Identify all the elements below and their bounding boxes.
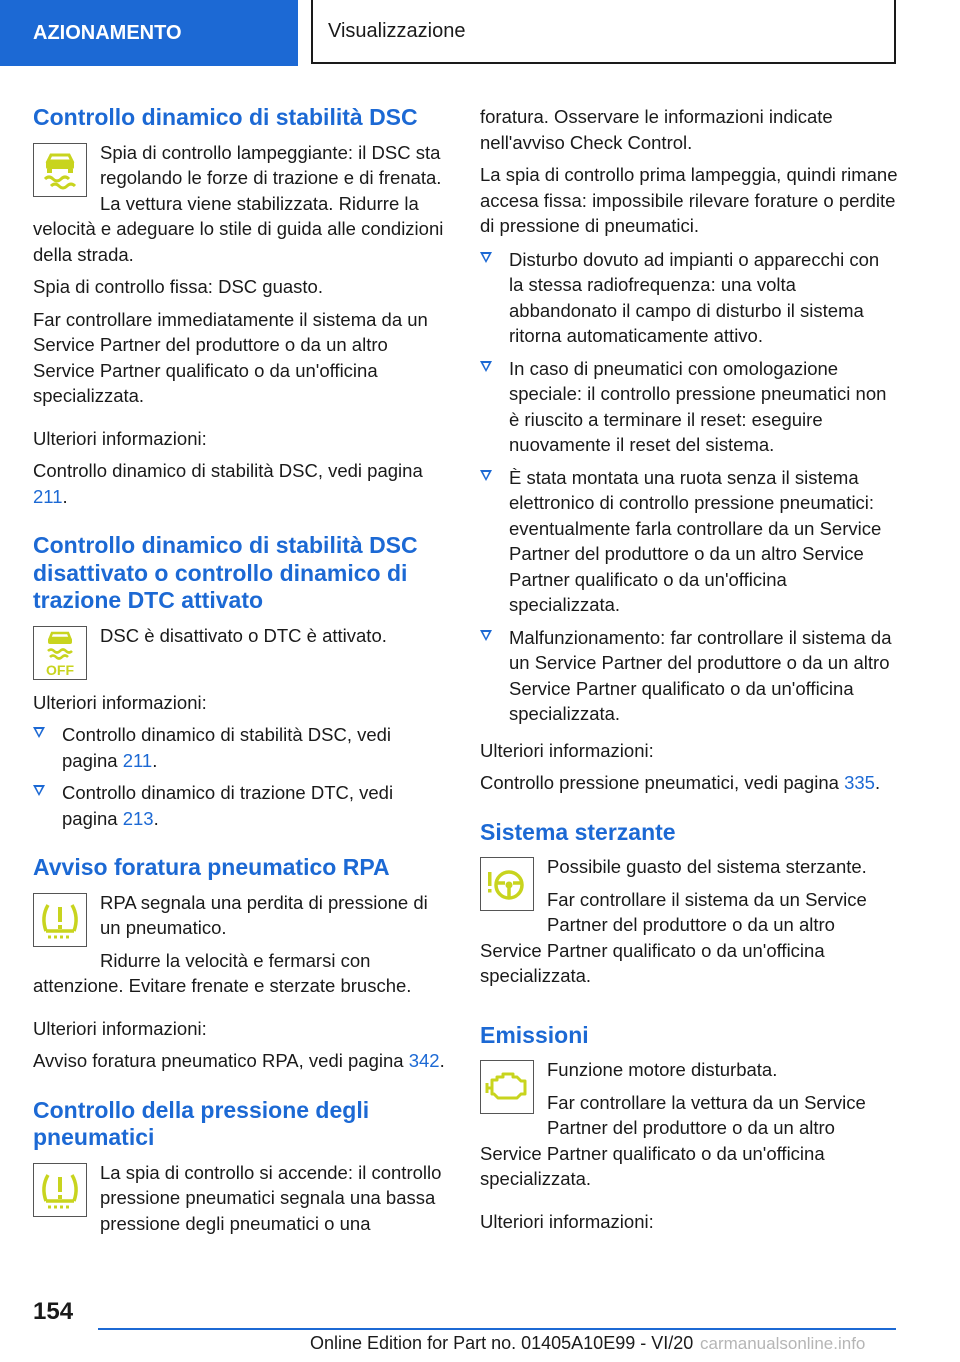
edition-footer: Online Edition for Part no. 01405A10E99 - VI/20: [310, 1333, 694, 1353]
heading-dsc: Controllo dinamico di stabilità DSC: [33, 104, 418, 130]
list-item-text: È stata montata una ruota senza il sistema elettronico di controllo pressione pneumatici: eventualmente farla controllare da un Service Partner del produttore o da un altro Service Partner qualificato o da un'officina specializzata.: [509, 466, 882, 615]
page-link-335[interactable]: 335: [844, 772, 875, 793]
dsc-more-label: Ulteriori informazioni:: [33, 427, 207, 449]
triangle-bullet-icon: [33, 785, 45, 796]
list-item: [480, 356, 898, 458]
rpa-reference-text: Avviso foratura pneumatico RPA, vedi pagina: [33, 1050, 409, 1071]
heading-steering: Sistema sterzante: [480, 818, 676, 845]
list-item-text: Malfunzionamento: far controllare il sistema da un Service Partner del produttore o da un altro Service Partner qualificato o da un'officina specializzata.: [509, 626, 892, 724]
emissions-more-label: Ulteriori informazioni:: [480, 1210, 654, 1232]
page-link-211[interactable]: 211: [122, 749, 153, 771]
rpa-text-1: RPA segnala una perdita di pressione di un pneumatico.: [100, 891, 428, 938]
rpa-more-label: Ulteriori informazioni:: [33, 1017, 207, 1039]
tire-pressure-continued-2: La spia di controllo prima lampeggia, quindi rimane accesa fissa: impossibile rilevare forature o perdite di pressione di pneumatici.: [480, 164, 898, 236]
dsc-text-3: Far controllare immediatamente il sistema da un Service Partner del produttore o da un altro Service Partner qualificato o da un'officina specializzata.: [33, 308, 428, 406]
dsc-text-2: Spia di controllo fissa: DSC guasto.: [33, 276, 323, 297]
dsc-skid-icon: [33, 143, 87, 197]
steering-text-1: Possibile guasto del sistema sterzante.: [547, 856, 867, 877]
footer-divider: [98, 1328, 896, 1330]
tire-pressure-cause-list: [480, 247, 898, 727]
heading-tire-pressure: Controllo della pressione degli pneumatici: [33, 1096, 370, 1150]
subsection-tab[interactable]: Visualizzazione: [311, 0, 896, 64]
rpa-reference-end: .: [439, 1050, 445, 1071]
dsc-off-text: DSC è disattivato o DTC è attivato.: [100, 624, 387, 646]
triangle-bullet-icon: [33, 727, 45, 738]
heading-rpa: Avviso foratura pneumatico RPA: [33, 854, 390, 880]
tire-pressure-reference-end: .: [874, 772, 881, 793]
dsc-off-reference-list: [33, 722, 451, 831]
watermark: carmanualsonline.info: [700, 1334, 866, 1353]
heading-dsc-off: Controllo dinamico di stabilità DSC disattivato o controllo dinamico di trazione DTC attivato: [33, 532, 418, 613]
page-number: 154: [33, 1298, 74, 1325]
list-item-text: Controllo dinamico di trazione DTC, vedi pagina: [62, 782, 394, 829]
triangle-bullet-icon: [480, 361, 492, 372]
list-item: [33, 780, 451, 831]
dsc-text-1: Spia di controllo lampeggiante: il DSC sta regolando le forze di trazione e di frenata. La vettura viene stabilizzata. Ridurre la velocità e adeguare lo stile di guida alle condizioni della strada.: [33, 141, 444, 265]
steering-warning-icon: [480, 857, 534, 911]
dsc-reference: [33, 458, 451, 509]
steering-text-2: Far controllare il sistema da un Service Partner del produttore o da un altro Service Partner qualificato o da un'officina specializzata.: [480, 888, 867, 986]
emissions-text-1: Funzione motore disturbata.: [547, 1059, 778, 1080]
list-item: [480, 625, 898, 727]
list-item-text: In caso di pneumatici con omologazione speciale: il controllo pressione pneumatici non è riuscito a terminare il reset: eseguire nuovamente il reset del sistema.: [509, 357, 887, 455]
heading-emissions: Emissioni: [480, 1021, 589, 1048]
triangle-bullet-icon: [480, 252, 492, 263]
tire-pressure-continued-1: foratura. Osservare le informazioni indicate nell'avviso Check Control.: [480, 106, 833, 153]
list-item: [480, 465, 898, 618]
right-column: [480, 104, 898, 1241]
page-link-211[interactable]: 211: [33, 485, 63, 507]
tire-pressure-text: La spia di controllo si accende: il controllo pressione pneumatici segnala una bassa pressione degli pneumatici o una: [100, 1161, 442, 1234]
list-item-text: Disturbo dovuto ad impianti o apparecchi con la stessa radiofrequenza: una volta abbandonato il campo di disturbo il sistema ritorna automaticamente attivo.: [509, 248, 880, 346]
list-item-end: .: [153, 807, 159, 829]
left-column: [33, 98, 451, 1243]
tire-pressure-warning-icon: [33, 1163, 87, 1217]
tire-pressure-warning-icon: [33, 893, 87, 947]
dsc-reference-text: Controllo dinamico di stabilità DSC, vedi pagina: [33, 460, 423, 481]
dsc-reference-end: .: [62, 485, 68, 507]
list-item: [480, 247, 898, 349]
tire-pressure-more-label: Ulteriori informazioni:: [480, 739, 654, 761]
engine-check-icon: [480, 1060, 534, 1114]
rpa-text-2: Ridurre la velocità e fermarsi con attenzione. Evitare frenate e sterzate brusche.: [33, 949, 412, 996]
page-link-342[interactable]: 342: [408, 1050, 440, 1071]
list-item: [33, 722, 451, 773]
list-item-end: .: [152, 749, 158, 771]
tire-pressure-reference-text: Controllo pressione pneumatici, vedi pagina: [480, 772, 845, 793]
emissions-text-2: Far controllare la vettura da un Service Partner del produttore o da un altro Service Partner qualificato o da un'officina specializzata.: [480, 1091, 866, 1189]
section-tab[interactable]: AZIONAMENTO: [0, 0, 298, 66]
dsc-off-more-label: Ulteriori informazioni:: [33, 691, 207, 713]
dsc-off-icon: [33, 626, 87, 680]
rpa-reference: [33, 1048, 451, 1074]
page-link-213[interactable]: 213: [122, 807, 154, 829]
triangle-bullet-icon: [480, 630, 492, 641]
list-item-text: Controllo dinamico di stabilità DSC, vedi pagina: [62, 724, 392, 771]
triangle-bullet-icon: [480, 470, 492, 481]
page-header: [0, 0, 960, 66]
tire-pressure-reference: [480, 770, 898, 796]
dsc-off-icon-label: OFF: [46, 661, 74, 678]
